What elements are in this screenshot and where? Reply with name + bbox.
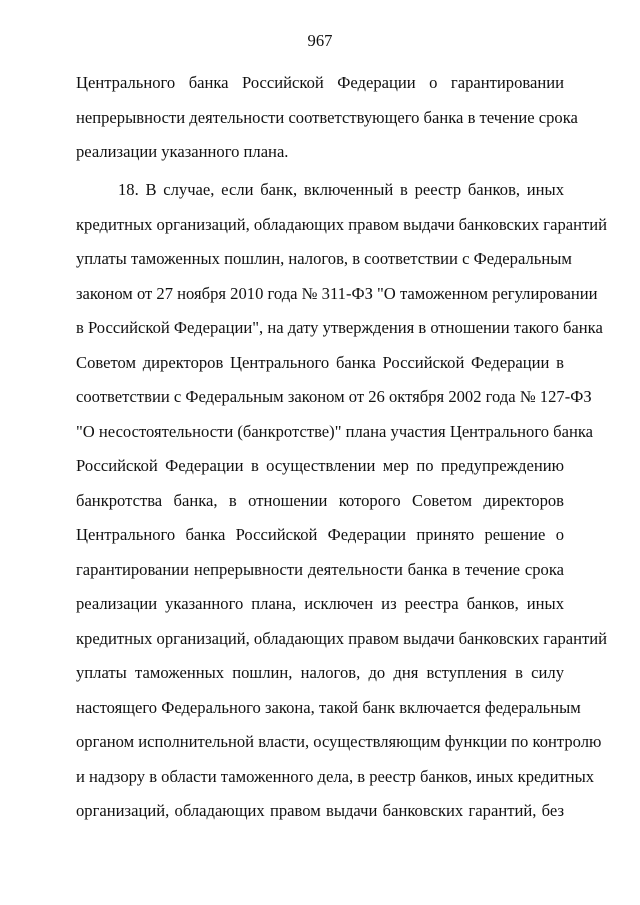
text-line: Советом директоров Центрального банка Российской Федерации в (76, 352, 564, 372)
text-line: банкротства банка, в отношении которого Советом директоров (76, 490, 564, 510)
text-line: реализации указанного плана. (76, 142, 289, 161)
text-line: 18. В случае, если банк, включенный в реестр банков, иных (118, 180, 564, 199)
text-line: кредитных организаций, обладающих правом выдачи банковских гарантий (76, 628, 608, 648)
page-number: 967 (307, 31, 333, 50)
text-line: Центрального банка Российской Федерации о гарантировании (76, 73, 564, 92)
text-line: настоящего Федерального закона, такой банк включается федеральным (76, 697, 581, 717)
paragraph-continuation (76, 73, 578, 177)
text-line: и надзору в области таможенного дела, в реестр банков, иных кредитных (76, 766, 595, 786)
text-line: уплаты таможенных пошлин, налогов, до дня вступления в силу (76, 663, 564, 682)
text-line: непрерывности деятельности соответствующего банка в течение срока (76, 107, 578, 127)
text-line: гарантировании непрерывности деятельности банка в течение срока (76, 559, 564, 579)
text-line: соответствии с Федеральным законом от 26 октября 2002 года № 127-ФЗ (76, 387, 592, 406)
text-line: кредитных организаций, обладающих правом выдачи банковских гарантий (76, 214, 608, 234)
text-line: Российской Федерации в осуществлении мер по предупреждению (76, 456, 564, 475)
text-line: в Российской Федерации", на дату утверждения в отношении такого банка (76, 318, 603, 337)
text-line: "О несостоятельности (банкротстве)" плана участия Центрального банка (76, 421, 594, 441)
text-line: законом от 27 ноября 2010 года № 311-ФЗ "О таможенном регулировании (76, 283, 598, 303)
text-line: организаций, обладающих правом выдачи банковских гарантий, без (76, 801, 564, 820)
text-line: Центрального банка Российской Федерации принято решение о (76, 525, 564, 544)
text-line: реализации указанного плана, исключен из реестра банков, иных (76, 594, 564, 613)
paragraph-18 (76, 180, 608, 836)
text-line: органом исполнительной власти, осуществляющим функции по контролю (76, 732, 602, 751)
text-line: уплаты таможенных пошлин, налогов, в соответствии с Федеральным (76, 249, 572, 268)
